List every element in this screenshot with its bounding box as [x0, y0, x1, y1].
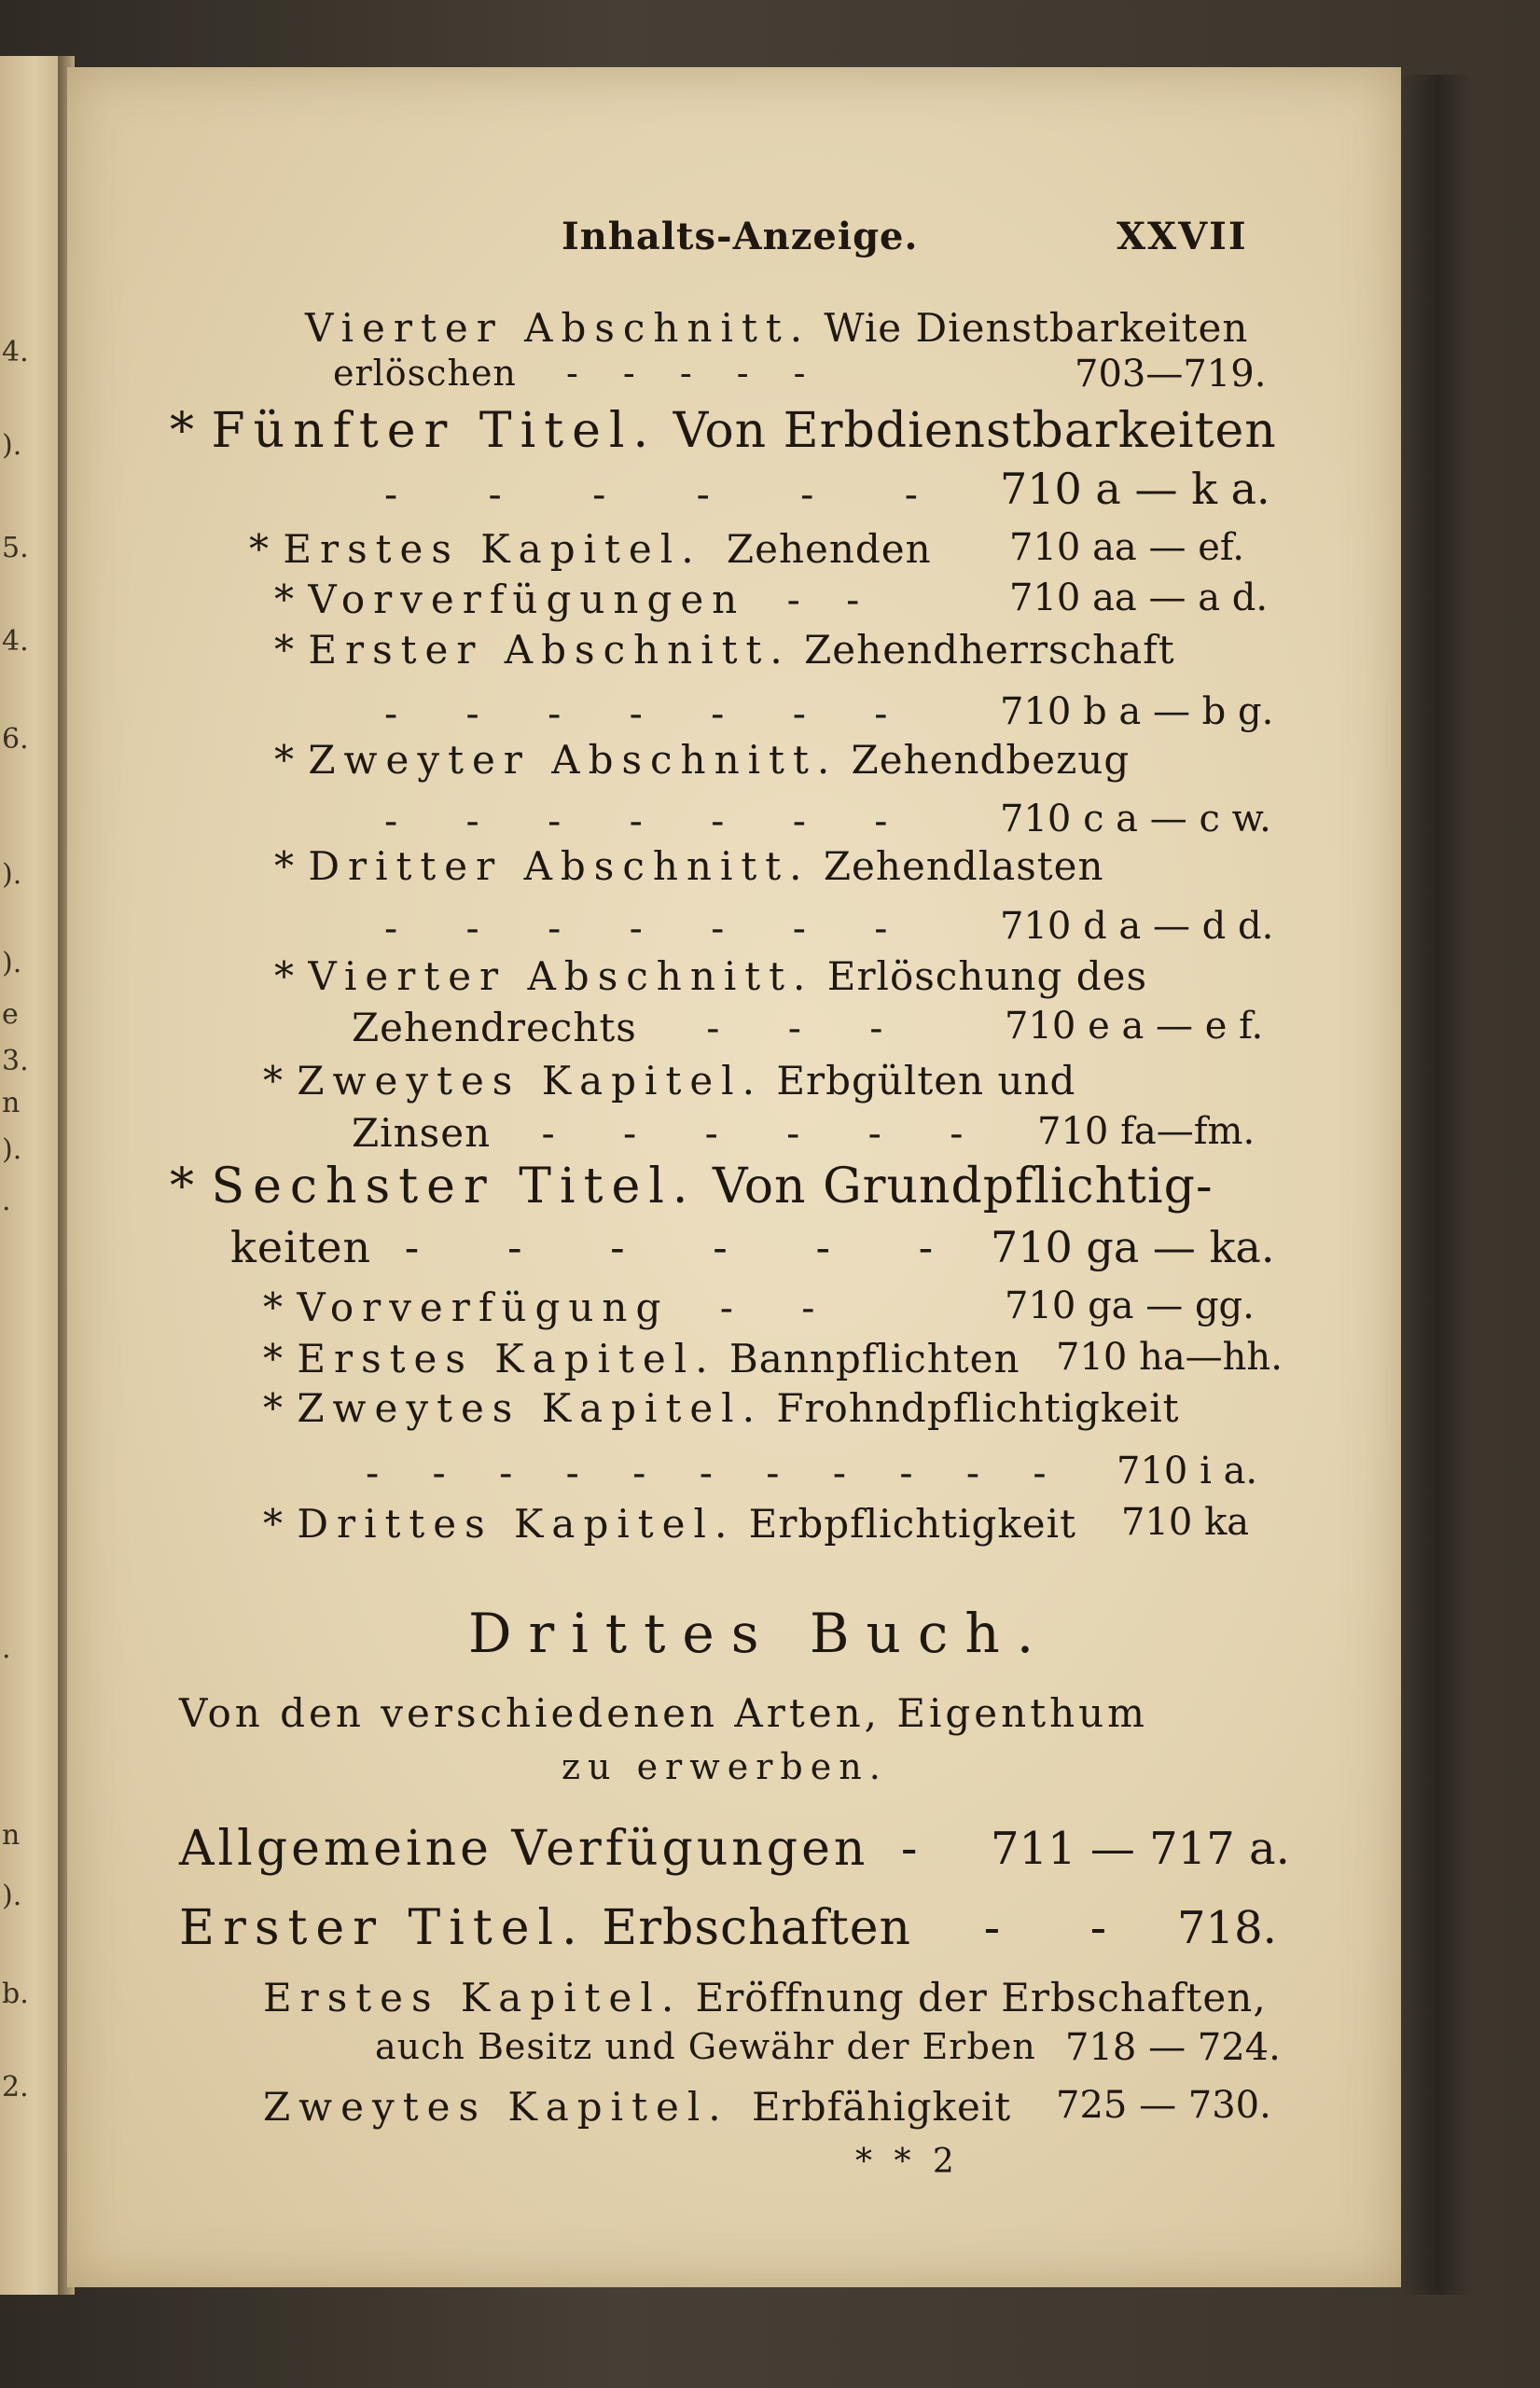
left-fragment: 4. — [2, 336, 29, 368]
entry-dashes: - - - - - - - - - - - — [366, 1450, 1067, 1495]
entry-title: Zweytes Kapitel. — [297, 1385, 763, 1431]
toc-entry — [263, 1501, 1076, 1547]
toc-entry-cont — [352, 1110, 991, 1156]
book-page — [67, 67, 1401, 2287]
toc-entry — [263, 2084, 1011, 2130]
entry-text: Eröffnung der Erbschaften, — [695, 1975, 1267, 2020]
entry-cont: auch Besitz und Gewähr der Erben — [375, 2026, 1036, 2067]
entry-text: Zehendlasten — [823, 843, 1104, 889]
entry-text: Zehendbezug — [851, 737, 1131, 783]
toc-entry-cont — [230, 1222, 970, 1272]
toc-entry — [179, 1900, 1144, 1956]
entry-pages: 710 ga — gg. — [1005, 1284, 1255, 1327]
entry-title: Vorverfügung — [297, 1284, 670, 1330]
signature-mark: * * 2 — [855, 2143, 960, 2181]
entry-pages: 703—719. — [1075, 353, 1267, 396]
entry-pages: 710 i a. — [1117, 1450, 1258, 1492]
entry-title: Vierter Abschnitt. — [305, 305, 812, 351]
entry-text: Erbfähigkeit — [751, 2084, 1012, 2130]
toc-entry — [263, 1284, 842, 1330]
entry-star: * — [263, 1058, 284, 1104]
entry-star: * — [274, 627, 295, 673]
entry-text: Erlöschung des — [826, 953, 1147, 999]
entry-pages: 710 a — k a. — [1000, 464, 1270, 514]
entry-title: Erster Abschnitt. — [308, 627, 791, 673]
left-fragment: ). — [2, 1133, 22, 1166]
entry-title: Vierter Abschnitt. — [308, 953, 814, 999]
entry-text: Zehenden — [726, 526, 932, 572]
left-fragment: n — [2, 1087, 21, 1119]
entry-dashes: - - — [983, 1900, 1145, 1956]
left-fragment: ). — [2, 947, 22, 979]
running-head: Inhalts-Anzeige. — [562, 215, 919, 258]
entry-pages: 710 ka — [1121, 1501, 1250, 1544]
left-fragment: 4. — [2, 625, 29, 658]
entry-title: Drittes Kapitel. — [297, 1501, 736, 1547]
left-fragment: e — [2, 998, 19, 1031]
entry-pages: 710 b a — b g. — [1000, 690, 1274, 733]
toc-entry — [263, 1336, 1020, 1381]
entry-dashes: - - - - - - — [541, 1110, 992, 1156]
toc-entry — [263, 1058, 1075, 1104]
entry-title: Erstes Kapitel. — [283, 526, 702, 572]
entry-star: * — [263, 1385, 284, 1431]
toc-entry — [263, 1385, 1180, 1431]
left-fragment: 3. — [2, 1045, 29, 1077]
toc-entry — [305, 305, 1248, 351]
entry-text: Erbpflichtigkeit — [748, 1501, 1076, 1547]
toc-entry — [249, 526, 932, 572]
entry-star: * — [170, 403, 195, 459]
entry-pages: 725 — 730. — [1056, 2084, 1271, 2127]
entry-dashes: - - - — [706, 1005, 911, 1050]
page-content — [67, 67, 1401, 2287]
entry-cont: Zehendrechts — [352, 1005, 637, 1050]
entry-title: Erstes Kapitel. — [297, 1336, 716, 1381]
entry-title: Allgemeine Verfügungen — [179, 1821, 869, 1877]
toc-entry-cont — [333, 353, 823, 394]
entry-dashes: - - - - - — [566, 353, 823, 394]
entry-star: * — [170, 1159, 195, 1215]
right-cover-edge — [1401, 75, 1476, 2295]
left-fragment: 5. — [2, 532, 29, 564]
entry-title: Zweyter Abschnitt. — [308, 737, 839, 783]
entry-title: Erster Titel. — [179, 1900, 586, 1956]
entry-pages: 710 aa — ef. — [1009, 526, 1244, 569]
entry-pages: 710 ga — ka. — [991, 1222, 1275, 1272]
entry-star: * — [263, 1336, 284, 1381]
entry-star: * — [263, 1284, 284, 1330]
entry-pages: 710 e a — e f. — [1005, 1005, 1264, 1048]
toc-entry — [274, 953, 1147, 999]
entry-title: Erstes Kapitel. — [263, 1975, 683, 2020]
entry-text: Erbgülten und — [776, 1058, 1076, 1104]
toc-entry — [179, 1821, 921, 1877]
entry-cont: Zinsen — [352, 1110, 492, 1156]
toc-entry — [274, 737, 1130, 783]
entry-star: * — [274, 953, 295, 999]
left-fragment: ). — [2, 858, 22, 891]
entry-pages: 710 fa—fm. — [1037, 1110, 1256, 1153]
entry-text: Bannpflichten — [728, 1336, 1020, 1381]
entry-star: * — [249, 526, 270, 572]
entry-pages: 710 ha—hh. — [1056, 1336, 1283, 1379]
entry-pages: 718 — 724. — [1065, 2026, 1281, 2069]
entry-star: * — [274, 737, 295, 783]
entry-dashes: - - — [719, 1284, 843, 1330]
entry-text: Frohndpflichtigkeit — [776, 1385, 1180, 1431]
entry-dashes: - - - - - - - — [384, 905, 916, 951]
entry-title: Vorverfügungen — [308, 576, 746, 622]
toc-entry — [170, 1159, 1214, 1215]
left-page-edge — [0, 56, 60, 2295]
left-fragment: . — [2, 1632, 11, 1665]
entry-star: * — [274, 843, 295, 889]
entry-star: * — [263, 1501, 284, 1547]
entry-dashes: - - — [786, 576, 877, 622]
left-fragment: ). — [2, 429, 22, 462]
toc-entry — [274, 576, 876, 622]
entry-text: Zehendherrschaft — [804, 627, 1175, 673]
entry-text: Erbschaften — [602, 1900, 912, 1956]
entry-text: Wie Dienstbarkeiten — [824, 305, 1249, 351]
toc-entry — [170, 403, 1277, 459]
entry-cont: erlöschen — [333, 353, 517, 394]
book-subtitle: Von den verschiedenen Arten, Eigenthum — [179, 1690, 1149, 1736]
toc-entry — [263, 1975, 1267, 2020]
entry-cont: keiten — [230, 1222, 372, 1272]
entry-title: Fünfter Titel. — [211, 403, 658, 459]
toc-entry — [274, 627, 1175, 673]
book-title: Drittes Buch. — [468, 1602, 1051, 1665]
toc-entry-cont — [352, 1005, 910, 1050]
entry-pages: 710 aa — a d. — [1009, 576, 1269, 619]
left-fragment: n — [2, 1819, 21, 1852]
left-fragment: 6. — [2, 723, 29, 756]
entry-pages: 710 d a — d d. — [1000, 905, 1274, 948]
entry-dashes: - - - - - - - — [384, 798, 916, 843]
page-number: XXVII — [1117, 215, 1248, 258]
left-fragment: b. — [2, 1978, 29, 2010]
book-subtitle: zu erwerben. — [562, 1746, 888, 1787]
entry-star: * — [274, 576, 295, 622]
toc-entry — [274, 843, 1104, 889]
entry-text: Von Erbdienstbarkeiten — [673, 403, 1277, 459]
entry-dashes: - — [900, 1821, 922, 1877]
entry-title: Dritter Abschnitt. — [308, 843, 811, 889]
entry-dashes: - - - - - - — [404, 1222, 971, 1272]
entry-pages: 710 c a — c w. — [1000, 798, 1271, 840]
entry-dashes: - - - - - - - — [384, 690, 916, 736]
entry-title: Sechster Titel. — [211, 1159, 697, 1215]
left-fragment: . — [2, 1185, 11, 1217]
entry-dashes: - - - - - - — [384, 471, 957, 517]
entry-title: Zweytes Kapitel. — [263, 2084, 729, 2130]
left-fragment: 2. — [2, 2071, 29, 2103]
entry-pages: 718. — [1177, 1902, 1277, 1954]
entry-pages: 711 — 717 a. — [991, 1823, 1290, 1875]
left-fragment: ). — [2, 1880, 22, 1912]
entry-title: Zweytes Kapitel. — [297, 1058, 763, 1104]
entry-text: Von Grundpflichtig- — [712, 1159, 1214, 1215]
